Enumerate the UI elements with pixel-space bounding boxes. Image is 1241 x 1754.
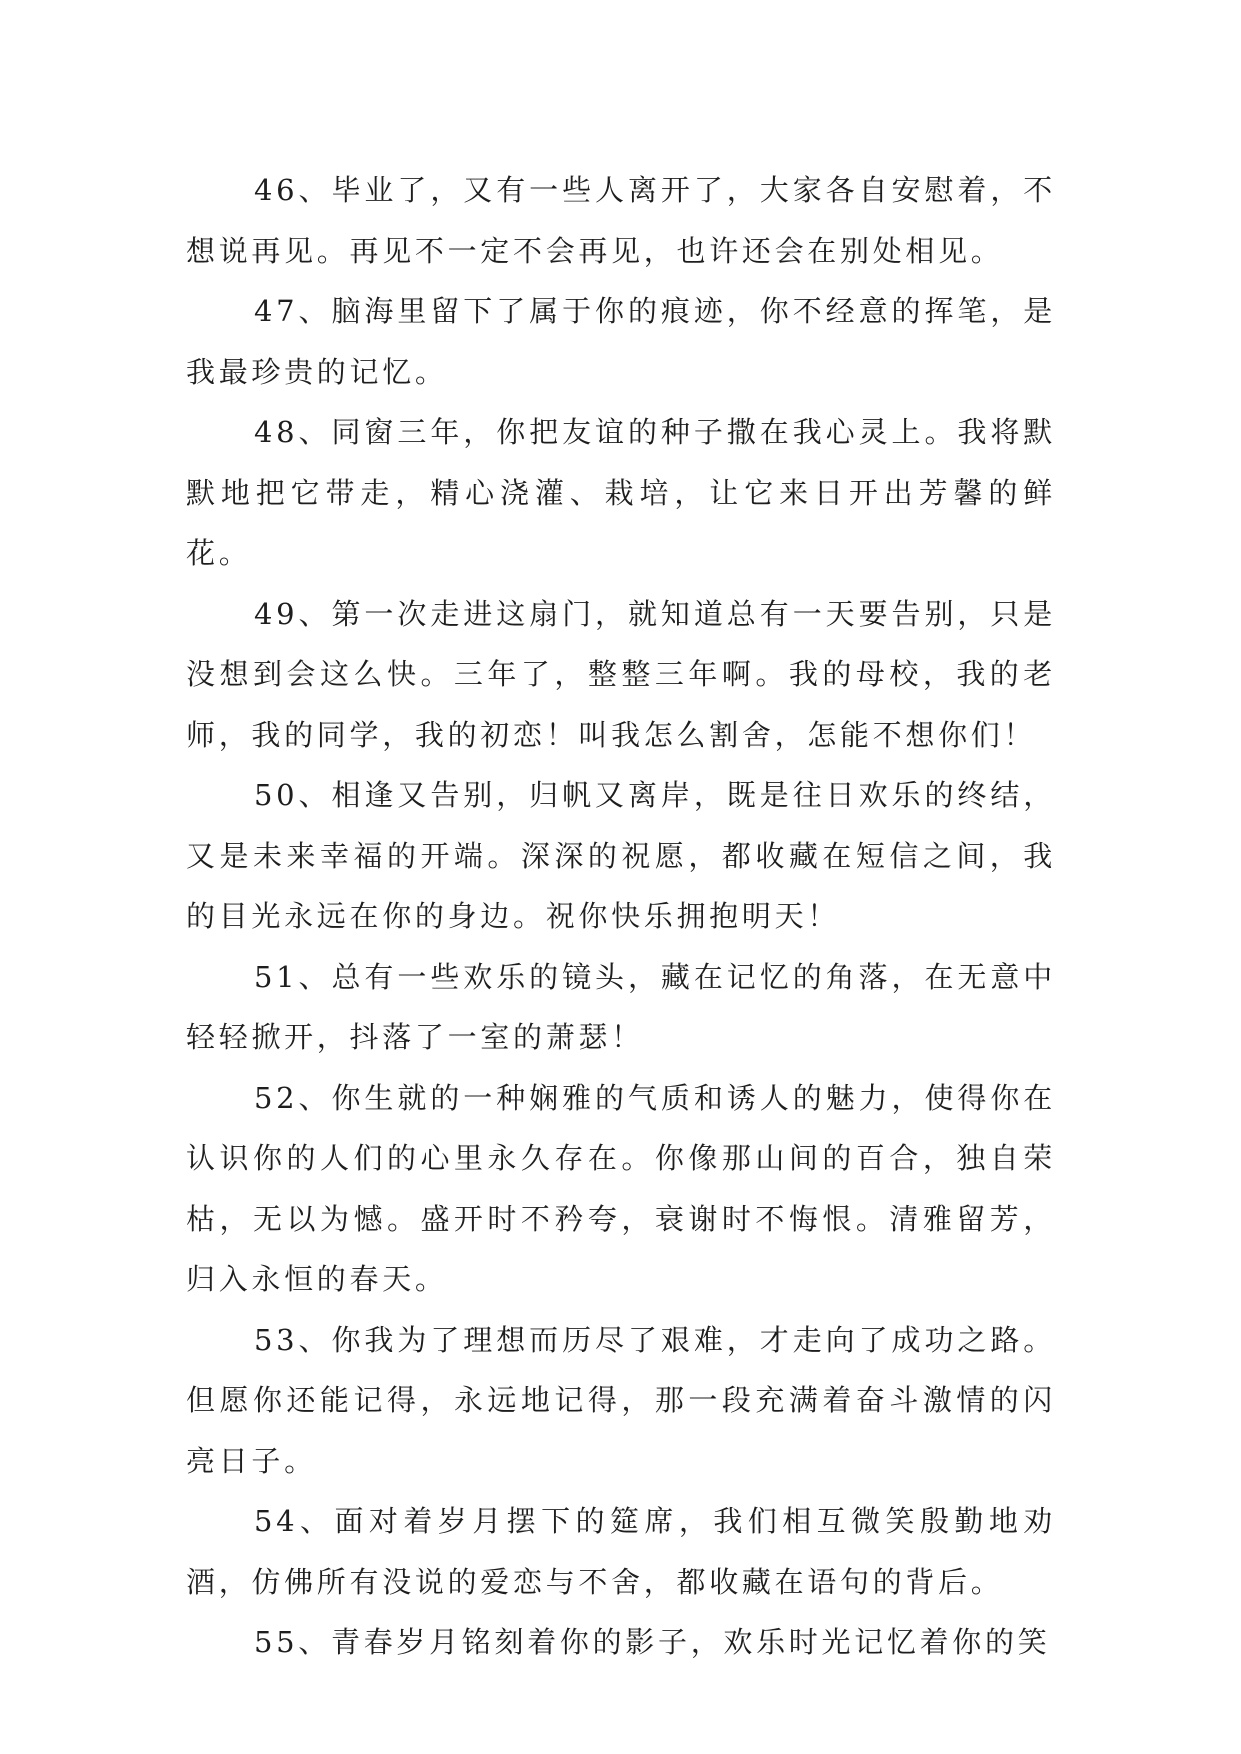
paragraph-48: 48、同窗三年，你把友谊的种子撒在我心灵上。我将默默地把它带走，精心浇灌、栽培，让它来日开出芳馨的鲜花。	[186, 415, 1056, 570]
paragraph-50: 50、相逢又告别，归帆又离岸，既是往日欢乐的终结，又是未来幸福的开端。深深的祝愿，都收藏在短信之间，我的目光永远在你的身边。祝你快乐拥抱明天！	[186, 778, 1056, 933]
paragraph-51: 51、总有一些欢乐的镜头，藏在记忆的角落，在无意中轻轻掀开，抖落了一室的萧瑟！	[186, 959, 1056, 1054]
paragraph-49: 49、第一次走进这扇门，就知道总有一天要告别，只是没想到会这么快。三年了，整整三年啊。我的母校，我的老师，我的同学，我的初恋！叫我怎么割舍，怎能不想你们！	[186, 596, 1056, 752]
paragraph-55: 55、青春岁月铭刻着你的影子，欢乐时光记忆着你的笑	[254, 1625, 1051, 1659]
paragraph-53: 53、你我为了理想而历尽了艰难，才走向了成功之路。但愿你还能记得，永远地记得，那一段充满着奋斗激情的闪亮日子。	[186, 1322, 1056, 1478]
paragraph-46: 46、毕业了，又有一些人离开了，大家各自安慰着，不想说再见。再见不一定不会再见，也许还会在别处相见。	[186, 173, 1056, 268]
document-body	[186, 160, 1056, 1673]
paragraph-52: 52、你生就的一种娴雅的气质和诱人的魅力，使得你在认识你的人们的心里永久存在。你像那山间的百合，独自荣枯，无以为憾。盛开时不矜夸，衰谢时不悔恨。清雅留芳，归入永恒的春天。	[186, 1080, 1056, 1296]
paragraph-54: 54、面对着岁月摆下的筵席，我们相互微笑殷勤地劝酒，仿佛所有没说的爱恋与不舍，都收藏在语句的背后。	[186, 1504, 1056, 1599]
paragraph-47: 47、脑海里留下了属于你的痕迹，你不经意的挥笔，是我最珍贵的记忆。	[186, 294, 1056, 389]
